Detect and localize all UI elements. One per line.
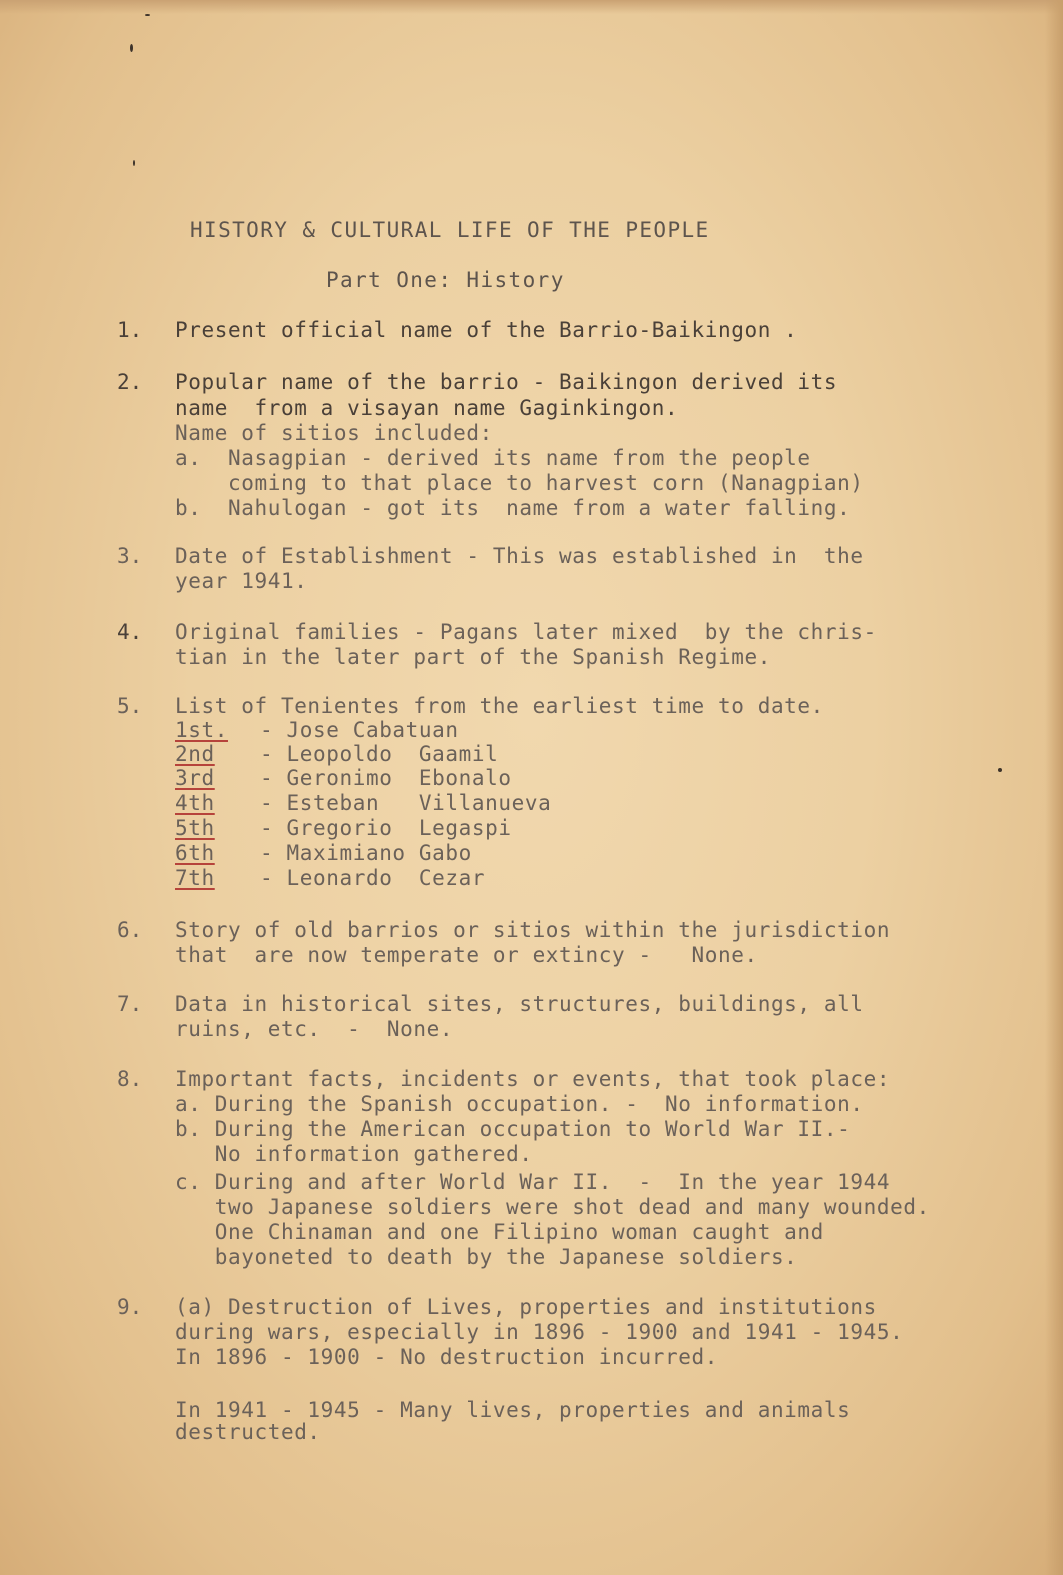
item-line: Story of old barrios or sitios within the jurisdiction xyxy=(175,918,891,942)
teniente-name: - Jose Cabatuan xyxy=(260,718,459,742)
item-line: two Japanese soldiers were shot dead and many wounded. xyxy=(175,1195,930,1219)
paper-speck xyxy=(145,14,150,16)
page-subtitle: Part One: History xyxy=(326,268,565,292)
teniente-name: - Maximiano Gabo xyxy=(260,841,472,865)
item-line: (a) Destruction of Lives, properties and institutions xyxy=(175,1295,877,1319)
item-number: 8. xyxy=(117,1067,143,1091)
teniente-ordinal: 4th xyxy=(175,791,215,815)
item-line: a. During the Spanish occupation. - No information. xyxy=(175,1092,864,1116)
item-line: tian in the later part of the Spanish Regime. xyxy=(175,645,771,669)
teniente-name: - Geronimo Ebonalo xyxy=(260,766,512,790)
item-number: 1. xyxy=(117,318,143,342)
item-line: destructed. xyxy=(175,1420,321,1444)
item-line: Important facts, incidents or events, that took place: xyxy=(175,1067,891,1091)
item-line: b. Nahulogan - got its name from a water falling. xyxy=(175,496,851,520)
teniente-ordinal: 7th xyxy=(175,866,215,890)
item-line: a. Nasagpian - derived its name from the people xyxy=(175,446,811,470)
item-number: 2. xyxy=(117,370,143,394)
item-line: List of Tenientes from the earliest time to date. xyxy=(175,694,824,718)
item-line: bayoneted to death by the Japanese soldiers. xyxy=(175,1245,798,1269)
teniente-name: - Gregorio Legaspi xyxy=(260,816,512,840)
item-line: Popular name of the barrio - Baikingon derived its xyxy=(175,370,838,394)
item-line: In 1896 - 1900 - No destruction incurred. xyxy=(175,1345,718,1369)
teniente-name: - Leonardo Cezar xyxy=(260,866,486,890)
item-number: 5. xyxy=(117,694,143,718)
teniente-ordinal: 1st. xyxy=(175,718,228,742)
item-line: c. During and after World War II. - In the year 1944 xyxy=(175,1170,891,1194)
paper-edge-top xyxy=(0,0,1063,14)
item-line: Data in historical sites, structures, buildings, all xyxy=(175,992,864,1016)
item-number: 7. xyxy=(117,992,143,1016)
item-line: One Chinaman and one Filipino woman caught and xyxy=(175,1220,824,1244)
item-line: coming to that place to harvest corn (Nanagpian) xyxy=(175,471,864,495)
item-line: Original families - Pagans later mixed by the chris- xyxy=(175,620,877,644)
paper-speck xyxy=(133,160,135,166)
item-number: 4. xyxy=(117,620,143,644)
teniente-ordinal: 2nd xyxy=(175,742,215,766)
item-line: name from a visayan name Gaginkingon. xyxy=(175,396,679,420)
teniente-ordinal: 6th xyxy=(175,841,215,865)
item-line: Present official name of the Barrio-Baikingon . xyxy=(175,318,798,342)
teniente-ordinal: 3rd xyxy=(175,766,215,790)
paper-speck xyxy=(130,44,133,52)
paper-speck xyxy=(998,768,1002,772)
item-line: Date of Establishment - This was established in the xyxy=(175,544,864,568)
item-line: that are now temperate or extincy - None. xyxy=(175,943,758,967)
item-line: In 1941 - 1945 - Many lives, properties and animals xyxy=(175,1398,851,1422)
item-line: ruins, etc. - None. xyxy=(175,1017,454,1041)
item-line: during wars, especially in 1896 - 1900 and 1941 - 1945. xyxy=(175,1320,904,1344)
item-number: 6. xyxy=(117,918,143,942)
paper-edge-right xyxy=(1045,0,1063,1575)
item-line: b. During the American occupation to World War II.- xyxy=(175,1117,851,1141)
item-line: No information gathered. xyxy=(175,1142,533,1166)
item-number: 9. xyxy=(117,1295,143,1319)
item-line: year 1941. xyxy=(175,569,308,593)
teniente-ordinal: 5th xyxy=(175,816,215,840)
page-title: HISTORY & CULTURAL LIFE OF THE PEOPLE xyxy=(190,218,710,242)
teniente-name: - Leopoldo Gaamil xyxy=(260,742,499,766)
item-number: 3. xyxy=(117,544,143,568)
item-line: Name of sitios included: xyxy=(175,421,493,445)
teniente-name: - Esteban Villanueva xyxy=(260,791,552,815)
